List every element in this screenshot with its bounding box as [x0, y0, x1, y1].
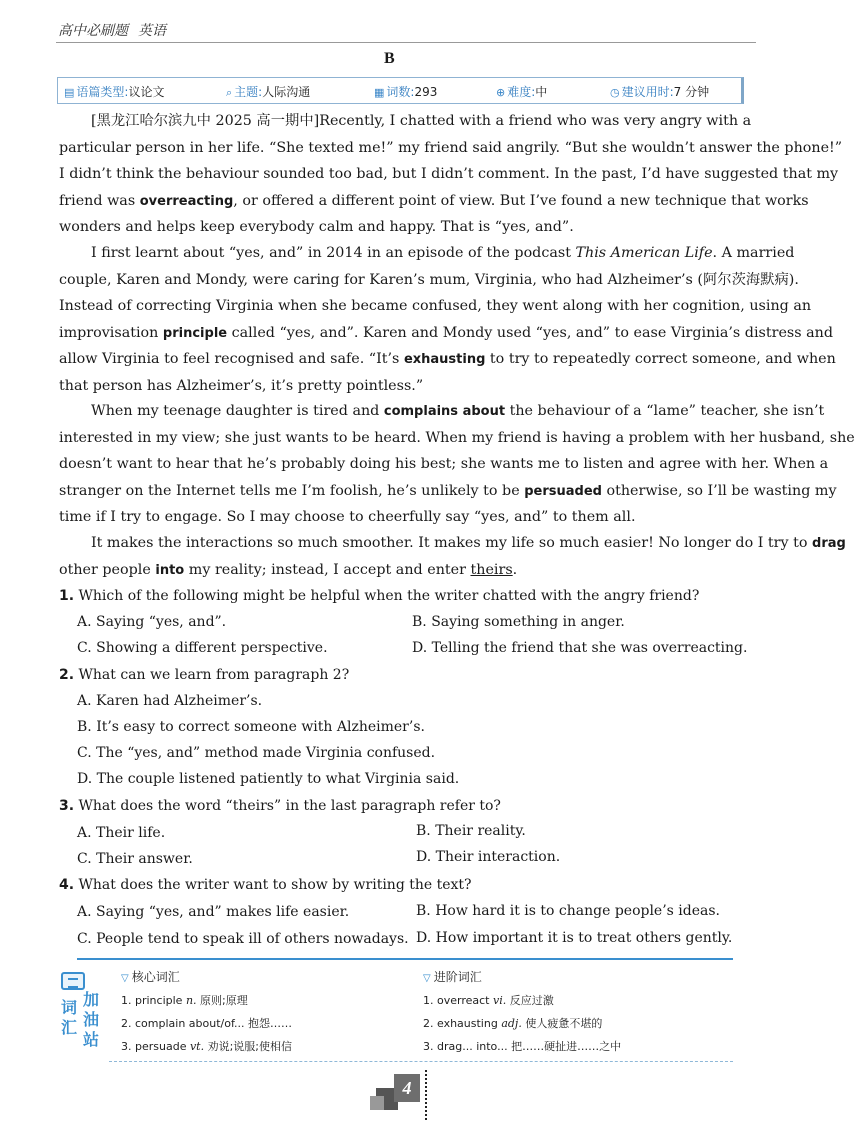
option-3b: B. Their reality. [416, 823, 526, 839]
text-line: interested in my view; she just wants to be heard. When my friend is having a problem with her husband, she [59, 429, 855, 446]
passage-paragraph-3 [59, 398, 855, 531]
option-4b: B. How hard it is to change people’s ideas. [416, 903, 721, 919]
question-1: 1. Which of the following might be helpful when the writer chatted with the angry friend? [59, 588, 700, 604]
option-1c: C. Showing a different perspective. [77, 640, 328, 656]
option-3d: D. Their interaction. [416, 849, 561, 865]
text-line: friend was overreacting, or offered a different point of view. But I’ve found a new technique that works [59, 192, 809, 209]
option-2b: B. It’s easy to correct someone with Alzheimer’s. [77, 719, 425, 735]
advanced-vocab-item: 1. overreact vi. 反应过激 [423, 994, 554, 1007]
page-number-block [370, 1070, 430, 1120]
text-line: improvisation principle called “yes, and”. Karen and Mondy used “yes, and” to ease Virginia’s distress and [59, 324, 834, 341]
triangle-down-icon: ▽ [121, 973, 129, 984]
text-line: doesn’t want to hear that he’s probably doing his best; she wants me to listen and agree with her. When a [59, 456, 829, 472]
text-line: wonders and helps keep everybody calm and happy. That is “yes, and”. [59, 219, 574, 235]
option-4a: A. Saying “yes, and” makes life easier. [77, 904, 350, 920]
advanced-vocab-item: 3. drag... into... 把……硬扯进……之中 [423, 1040, 622, 1053]
vocabulary-box [57, 958, 733, 1064]
book-title: 高中必刷题 英语 [58, 23, 166, 39]
option-1d: D. Telling the friend that she was overreacting. [412, 640, 748, 656]
document-icon: ▤ [64, 86, 75, 99]
difficulty-icon: ⊕ [496, 86, 506, 99]
text-line: When my teenage daughter is tired and complains about the behaviour of a “lame” teacher, she isn’t [91, 403, 825, 419]
page-number: 4 [394, 1074, 420, 1102]
advanced-vocab-heading: ▽ 进阶词汇 [423, 970, 482, 984]
text-line: allow Virginia to feel recognised and safe. “It’s exhausting to try to repeatedly correct someone, and when [59, 351, 836, 367]
key-word: persuaded [524, 483, 602, 499]
passage-info-bar [57, 77, 744, 104]
key-word: principle [162, 325, 228, 341]
section-title: B [384, 50, 395, 67]
vocab-side-label-2: 加油站 [83, 990, 100, 1049]
text-line: It makes the interactions so much smoother. It makes my life so much easier! No longer do I try to drag [91, 535, 846, 551]
key-word: drag [812, 536, 846, 551]
text-line: stranger on the Internet tells me I’m foolish, he’s unlikely to be persuaded otherwise, so I’ll be wasting my [59, 482, 837, 499]
core-vocab-item: 2. complain about/of... 抱怨…… [121, 1017, 293, 1030]
option-1b: B. Saying something in anger. [412, 614, 625, 630]
page-deco-dots [425, 1070, 427, 1120]
key-word: into [155, 562, 185, 578]
text-line: [黑龙江哈尔滨九中 2025 高一期中]Recently, I chatted with a friend who was very angry with a [91, 113, 752, 129]
difficulty-info: ⊕ 难度:中 [496, 85, 548, 99]
option-1a: A. Saying “yes, and”. [77, 614, 227, 630]
header-divider [56, 42, 756, 43]
question-4: 4. What does the writer want to show by writing the text? [59, 877, 472, 893]
key-word: exhausting [403, 352, 486, 367]
text-line: I didn’t think the behaviour sounded too bad, but I didn’t comment. In the past, I’d have suggested that my [59, 166, 839, 182]
key-word: complains about [383, 404, 506, 419]
option-3a: A. Their life. [77, 825, 166, 841]
vocab-top-rule [77, 958, 733, 960]
text-line: other people into my reality; instead, I accept and enter theirs. [59, 561, 518, 578]
word-count-info: ▦ 词数:293 [374, 85, 438, 99]
page-header [56, 18, 756, 44]
genre-info: ▤ 语篇类型:议论文 [64, 85, 165, 99]
option-4c: C. People tend to speak ill of others nowadays. [77, 931, 409, 947]
passage-paragraph-1 [59, 108, 843, 241]
list-icon: ▦ [374, 86, 385, 99]
time-info: ◷ 建议用时:7 分钟 [610, 85, 710, 99]
passage-paragraph-4 [59, 530, 846, 583]
option-4d: D. How important it is to treat others gently. [416, 930, 733, 946]
text-line: couple, Karen and Mondy, were caring for Karen’s mum, Virginia, who had Alzheimer’s (阿尔茨海默病). [59, 271, 799, 288]
option-2d: D. The couple listened patiently to what Virginia said. [77, 771, 460, 787]
text-line: that person has Alzheimer’s, it’s pretty pointless.” [59, 377, 424, 394]
option-2a: A. Karen had Alzheimer’s. [77, 693, 263, 709]
question-3: 3. What does the word “theirs” in the last paragraph refer to? [59, 798, 501, 814]
option-2c: C. The “yes, and” method made Virginia confused. [77, 745, 436, 761]
vocab-sidebar [57, 960, 107, 1060]
core-vocab-item: 1. principle n. 原则;原理 [121, 994, 248, 1007]
advanced-vocab-item: 2. exhausting adj. 使人疲惫不堪的 [423, 1017, 603, 1030]
podcast-title: This American Life [575, 245, 713, 261]
search-icon: ⌕ [226, 86, 233, 99]
text-line: particular person in her life. “She texted me!” my friend said angrily. “But she wouldn’t answer the phone!” [59, 139, 843, 156]
core-vocab-item: 3. persuade vt. 劝说;说服;使相信 [121, 1040, 293, 1053]
clock-icon: ◷ [610, 86, 620, 99]
underlined-word: theirs [470, 561, 513, 578]
topic-info: ⌕ 主题:人际沟通 [226, 85, 311, 99]
vocab-badge-icon [61, 972, 85, 990]
core-vocab-heading: ▽ 核心词汇 [121, 970, 180, 984]
text-line: time if I try to engage. So I may choose to cheerfully say “yes, and” to them all. [59, 509, 636, 525]
question-2: 2. What can we learn from paragraph 2? [59, 667, 350, 683]
triangle-down-icon: ▽ [423, 973, 431, 984]
text-line: I first learnt about “yes, and” in 2014 in an episode of the podcast This American Life. A married [91, 245, 795, 261]
page-deco-square [370, 1096, 384, 1110]
vocab-bottom-rule [109, 1061, 733, 1062]
text-line: Instead of correcting Virginia when she became confused, they went along with her cognition, using an [59, 298, 812, 314]
option-3c: C. Their answer. [77, 851, 193, 867]
vocab-side-label-1: 词汇 [61, 998, 78, 1037]
passage-paragraph-2 [59, 240, 836, 399]
key-word: overreacting [139, 193, 234, 209]
